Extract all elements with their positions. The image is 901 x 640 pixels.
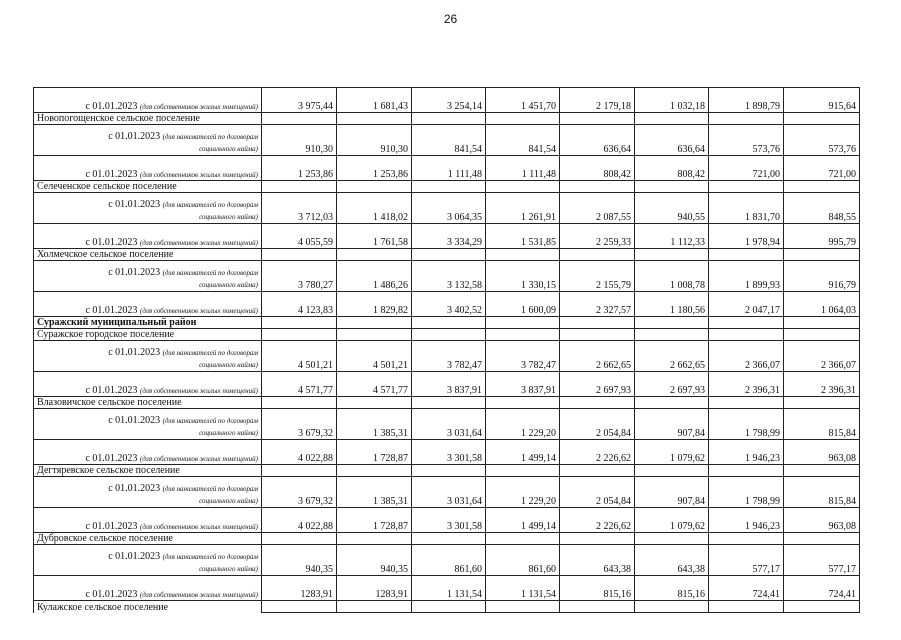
tariff-value: 1 253,86 xyxy=(337,156,412,181)
tariff-value: 1 180,56 xyxy=(635,292,709,317)
tariff-value: 2 366,07 xyxy=(784,341,860,372)
tariff-value: 3 132,58 xyxy=(412,261,486,292)
row-label xyxy=(34,261,262,292)
empty-cell xyxy=(784,181,860,193)
row-label xyxy=(34,156,262,181)
tariff-value: 940,55 xyxy=(635,193,709,224)
empty-cell xyxy=(262,533,337,545)
empty-cell xyxy=(635,533,709,545)
empty-cell xyxy=(262,249,337,261)
row-date: с 01.01.2023 xyxy=(108,415,161,426)
tariff-value: 4 022,88 xyxy=(262,440,337,465)
empty-cell xyxy=(560,397,635,409)
tariff-value: 4 501,21 xyxy=(337,341,412,372)
tariff-value: 1 486,26 xyxy=(337,261,412,292)
row-note: (для нанимателей по договорам xyxy=(162,553,258,561)
row-note: социального найма) xyxy=(199,361,258,369)
tariff-value: 3 837,91 xyxy=(412,372,486,397)
tariff-value: 907,84 xyxy=(635,477,709,508)
tariff-value: 3 031,64 xyxy=(412,409,486,440)
district-header-row xyxy=(34,317,860,329)
row-label-line xyxy=(37,495,258,507)
empty-cell xyxy=(709,533,784,545)
table-row xyxy=(34,156,860,181)
tariff-value: 2 054,84 xyxy=(560,409,635,440)
row-note: (для нанимателей по договорам xyxy=(162,349,258,357)
tariff-value: 1 261,91 xyxy=(486,193,560,224)
tariff-value: 1 418,02 xyxy=(337,193,412,224)
tariff-value: 1 831,70 xyxy=(709,193,784,224)
tariff-value: 2 179,18 xyxy=(560,88,635,113)
row-date: с 01.01.2023 xyxy=(108,131,161,142)
empty-cell xyxy=(784,601,860,613)
page-number: 26 xyxy=(443,12,458,26)
tariff-value: 808,42 xyxy=(635,156,709,181)
empty-cell xyxy=(337,465,412,477)
row-date: с 01.01.2023 xyxy=(108,199,161,210)
row-label xyxy=(34,409,262,440)
tariff-value: 643,38 xyxy=(560,545,635,576)
row-note: (для собственников жилых помещений) xyxy=(139,103,258,111)
tariff-value: 861,60 xyxy=(412,545,486,576)
row-label-line xyxy=(37,199,258,211)
empty-cell xyxy=(560,317,635,329)
row-label xyxy=(34,440,262,465)
row-date: с 01.01.2023 xyxy=(85,101,138,112)
table-row xyxy=(34,224,860,249)
row-label-line xyxy=(37,359,258,371)
empty-cell xyxy=(486,113,560,125)
empty-cell xyxy=(709,397,784,409)
district-name: Суражский муниципальный район xyxy=(34,317,262,329)
row-label-line xyxy=(37,131,258,143)
empty-cell xyxy=(262,317,337,329)
settlement-name: Новопогощенское сельское поселение xyxy=(34,113,262,125)
tariff-value: 2 226,62 xyxy=(560,440,635,465)
empty-cell xyxy=(412,533,486,545)
tariff-value: 1 385,31 xyxy=(337,409,412,440)
tariff-value: 1 385,31 xyxy=(337,477,412,508)
tariff-value: 3 782,47 xyxy=(486,341,560,372)
tariff-value: 3 301,58 xyxy=(412,440,486,465)
row-note: (для нанимателей по договорам xyxy=(162,485,258,493)
tariff-value: 1 899,93 xyxy=(709,261,784,292)
empty-cell xyxy=(784,249,860,261)
row-note: (для нанимателей по договорам xyxy=(162,417,258,425)
tariff-value: 3 975,44 xyxy=(262,88,337,113)
tariff-value: 724,41 xyxy=(784,576,860,601)
tariff-value: 2 047,17 xyxy=(709,292,784,317)
tariff-value: 907,84 xyxy=(635,409,709,440)
table-row xyxy=(34,125,860,156)
row-date: с 01.01.2023 xyxy=(108,267,161,278)
row-note: социального найма) xyxy=(199,565,258,573)
settlement-name: Селеченское сельское поселение xyxy=(34,181,262,193)
empty-cell xyxy=(412,465,486,477)
empty-cell xyxy=(486,465,560,477)
empty-cell xyxy=(412,317,486,329)
row-note: (для собственников жилых помещений) xyxy=(139,387,258,395)
settlement-name: Влазовичское сельское поселение xyxy=(34,397,262,409)
tariff-value: 2 054,84 xyxy=(560,477,635,508)
tariff-value: 636,64 xyxy=(560,125,635,156)
empty-cell xyxy=(337,601,412,613)
table-row xyxy=(34,372,860,397)
table-row xyxy=(34,545,860,576)
row-note: (для собственников жилых помещений) xyxy=(139,171,258,179)
tariff-value: 963,08 xyxy=(784,508,860,533)
table-row xyxy=(34,409,860,440)
tariff-value: 721,00 xyxy=(784,156,860,181)
empty-cell xyxy=(635,181,709,193)
row-label-line xyxy=(37,347,258,359)
tariff-value: 577,17 xyxy=(709,545,784,576)
empty-cell xyxy=(784,113,860,125)
tariff-value: 963,08 xyxy=(784,440,860,465)
row-label xyxy=(34,372,262,397)
table-row xyxy=(34,292,860,317)
row-note: (для собственников жилых помещений) xyxy=(139,591,258,599)
tariff-value: 1 032,18 xyxy=(635,88,709,113)
empty-cell xyxy=(560,465,635,477)
row-note: социального найма) xyxy=(199,497,258,505)
row-note: (для собственников жилых помещений) xyxy=(139,523,258,531)
tariff-value: 1 008,78 xyxy=(635,261,709,292)
row-label-line xyxy=(37,483,258,495)
tariff-value: 841,54 xyxy=(486,125,560,156)
empty-cell xyxy=(709,317,784,329)
tariff-value: 2 697,93 xyxy=(560,372,635,397)
tariff-value: 1 131,54 xyxy=(412,576,486,601)
tariff-value: 1 681,43 xyxy=(337,88,412,113)
row-date: с 01.01.2023 xyxy=(85,169,138,180)
tariff-value: 3 837,91 xyxy=(486,372,560,397)
row-label xyxy=(34,341,262,372)
empty-cell xyxy=(635,329,709,341)
table-row xyxy=(34,508,860,533)
settlement-name: Кулажское сельское поселение xyxy=(34,601,262,613)
tariff-value: 1 499,14 xyxy=(486,508,560,533)
row-label xyxy=(34,477,262,508)
row-label-line xyxy=(37,267,258,279)
tariff-value: 1 761,58 xyxy=(337,224,412,249)
tariff-value: 3 782,47 xyxy=(412,341,486,372)
tariff-value: 2 662,65 xyxy=(560,341,635,372)
empty-cell xyxy=(337,113,412,125)
empty-cell xyxy=(635,465,709,477)
settlement-header-row xyxy=(34,113,860,125)
settlement-header-row xyxy=(34,397,860,409)
empty-cell xyxy=(560,113,635,125)
tariff-value: 4 055,59 xyxy=(262,224,337,249)
row-date: с 01.01.2023 xyxy=(85,305,138,316)
tariff-value: 3 780,27 xyxy=(262,261,337,292)
row-note: (для нанимателей по договорам xyxy=(162,133,258,141)
tariff-value: 2 259,33 xyxy=(560,224,635,249)
empty-cell xyxy=(635,317,709,329)
tariff-value: 721,00 xyxy=(709,156,784,181)
tariff-value: 2 087,55 xyxy=(560,193,635,224)
empty-cell xyxy=(262,465,337,477)
tariff-value: 643,38 xyxy=(635,545,709,576)
row-date: с 01.01.2023 xyxy=(85,589,138,600)
tariff-value: 940,35 xyxy=(337,545,412,576)
tariff-value: 2 662,65 xyxy=(635,341,709,372)
empty-cell xyxy=(486,249,560,261)
tariff-value: 1 499,14 xyxy=(486,440,560,465)
empty-cell xyxy=(784,465,860,477)
tariff-value: 1 229,20 xyxy=(486,409,560,440)
empty-cell xyxy=(337,533,412,545)
empty-cell xyxy=(635,397,709,409)
row-label-line xyxy=(37,551,258,563)
empty-cell xyxy=(560,533,635,545)
tariff-value: 636,64 xyxy=(635,125,709,156)
tariff-value: 573,76 xyxy=(709,125,784,156)
tariff-value: 1 798,99 xyxy=(709,409,784,440)
tariff-value: 841,54 xyxy=(412,125,486,156)
tariff-value: 1 531,85 xyxy=(486,224,560,249)
row-date: с 01.01.2023 xyxy=(85,237,138,248)
tariff-value: 3 679,32 xyxy=(262,409,337,440)
row-label xyxy=(34,508,262,533)
empty-cell xyxy=(709,465,784,477)
settlement-header-row xyxy=(34,181,860,193)
tariff-value: 1 229,20 xyxy=(486,477,560,508)
row-note: (для нанимателей по договорам xyxy=(162,269,258,277)
table-row xyxy=(34,341,860,372)
row-date: с 01.01.2023 xyxy=(85,385,138,396)
table-row xyxy=(34,193,860,224)
tariff-value: 1 111,48 xyxy=(486,156,560,181)
tariff-value: 3 301,58 xyxy=(412,508,486,533)
row-note: (для собственников жилых помещений) xyxy=(139,307,258,315)
tariff-value: 1 728,87 xyxy=(337,508,412,533)
tariff-value: 2 327,57 xyxy=(560,292,635,317)
tariff-value: 1 978,94 xyxy=(709,224,784,249)
empty-cell xyxy=(709,113,784,125)
settlement-name: Дубровское сельское поселение xyxy=(34,533,262,545)
tariff-value: 2 697,93 xyxy=(635,372,709,397)
empty-cell xyxy=(412,397,486,409)
tariff-value: 2 226,62 xyxy=(560,508,635,533)
empty-cell xyxy=(337,317,412,329)
tariff-value: 1 064,03 xyxy=(784,292,860,317)
tariff-value: 940,35 xyxy=(262,545,337,576)
settlement-header-row xyxy=(34,249,860,261)
tariff-value: 3 679,32 xyxy=(262,477,337,508)
row-label-line xyxy=(37,415,258,427)
empty-cell xyxy=(486,329,560,341)
empty-cell xyxy=(262,601,337,613)
tariff-value: 1 111,48 xyxy=(412,156,486,181)
row-label xyxy=(34,545,262,576)
empty-cell xyxy=(412,181,486,193)
tariff-value: 2 155,79 xyxy=(560,261,635,292)
row-label-line xyxy=(37,279,258,291)
tariff-table xyxy=(33,87,860,613)
row-date: с 01.01.2023 xyxy=(108,551,161,562)
row-label xyxy=(34,224,262,249)
row-note: социального найма) xyxy=(199,145,258,153)
tariff-value: 724,41 xyxy=(709,576,784,601)
tariff-value: 995,79 xyxy=(784,224,860,249)
row-label-line xyxy=(37,427,258,439)
table-row xyxy=(34,88,860,113)
tariff-value: 3 402,52 xyxy=(412,292,486,317)
tariff-value: 1283,91 xyxy=(337,576,412,601)
empty-cell xyxy=(784,397,860,409)
empty-cell xyxy=(784,533,860,545)
empty-cell xyxy=(486,533,560,545)
row-note: социального найма) xyxy=(199,281,258,289)
empty-cell xyxy=(635,113,709,125)
tariff-value: 3 712,03 xyxy=(262,193,337,224)
empty-cell xyxy=(560,329,635,341)
empty-cell xyxy=(784,317,860,329)
table-row xyxy=(34,477,860,508)
tariff-value: 2 396,31 xyxy=(709,372,784,397)
empty-cell xyxy=(412,113,486,125)
tariff-value: 577,17 xyxy=(784,545,860,576)
settlement-name: Дегтяревское сельское поселение xyxy=(34,465,262,477)
tariff-value: 4 123,83 xyxy=(262,292,337,317)
tariff-value: 910,30 xyxy=(262,125,337,156)
row-note: (для собственников жилых помещений) xyxy=(139,455,258,463)
empty-cell xyxy=(560,249,635,261)
empty-cell xyxy=(635,601,709,613)
empty-cell xyxy=(486,397,560,409)
empty-cell xyxy=(486,601,560,613)
empty-cell xyxy=(262,397,337,409)
table-row xyxy=(34,261,860,292)
empty-cell xyxy=(412,249,486,261)
tariff-value: 915,64 xyxy=(784,88,860,113)
tariff-value: 3 254,14 xyxy=(412,88,486,113)
tariff-value: 1 728,87 xyxy=(337,440,412,465)
tariff-value: 1 829,82 xyxy=(337,292,412,317)
tariff-value: 815,84 xyxy=(784,477,860,508)
empty-cell xyxy=(337,329,412,341)
empty-cell xyxy=(486,317,560,329)
tariff-value: 1 079,62 xyxy=(635,508,709,533)
tariff-value: 1 898,79 xyxy=(709,88,784,113)
empty-cell xyxy=(560,181,635,193)
settlement-name: Холмечское сельское поселение xyxy=(34,249,262,261)
row-note: социального найма) xyxy=(199,213,258,221)
empty-cell xyxy=(262,329,337,341)
table-row xyxy=(34,576,860,601)
row-label-line xyxy=(37,563,258,575)
tariff-value: 1 798,99 xyxy=(709,477,784,508)
settlement-header-row xyxy=(34,601,860,613)
tariff-value: 1 131,54 xyxy=(486,576,560,601)
empty-cell xyxy=(337,181,412,193)
row-date: с 01.01.2023 xyxy=(108,483,161,494)
tariff-value: 1 451,70 xyxy=(486,88,560,113)
tariff-value: 4 571,77 xyxy=(262,372,337,397)
empty-cell xyxy=(709,249,784,261)
empty-cell xyxy=(412,601,486,613)
tariff-value: 910,30 xyxy=(337,125,412,156)
row-label xyxy=(34,576,262,601)
empty-cell xyxy=(635,249,709,261)
row-label xyxy=(34,88,262,113)
tariff-value: 1 600,09 xyxy=(486,292,560,317)
tariff-value: 4 022,88 xyxy=(262,508,337,533)
tariff-value: 861,60 xyxy=(486,545,560,576)
tariff-value: 573,76 xyxy=(784,125,860,156)
tariff-value: 2 366,07 xyxy=(709,341,784,372)
row-label xyxy=(34,193,262,224)
tariff-value: 815,16 xyxy=(560,576,635,601)
tariff-value: 1 330,15 xyxy=(486,261,560,292)
tariff-value: 3 031,64 xyxy=(412,477,486,508)
row-label-line xyxy=(37,143,258,155)
settlement-header-row xyxy=(34,465,860,477)
tariff-value: 4 571,77 xyxy=(337,372,412,397)
tariff-value: 815,84 xyxy=(784,409,860,440)
tariff-value: 916,79 xyxy=(784,261,860,292)
tariff-value: 1 946,23 xyxy=(709,440,784,465)
tariff-value: 808,42 xyxy=(560,156,635,181)
empty-cell xyxy=(784,329,860,341)
empty-cell xyxy=(486,181,560,193)
tariff-value: 4 501,21 xyxy=(262,341,337,372)
tariff-value: 2 396,31 xyxy=(784,372,860,397)
table-row xyxy=(34,440,860,465)
empty-cell xyxy=(337,397,412,409)
settlement-header-row xyxy=(34,533,860,545)
row-label-line xyxy=(37,211,258,223)
empty-cell xyxy=(709,329,784,341)
empty-cell xyxy=(262,181,337,193)
row-note: социального найма) xyxy=(199,429,258,437)
row-date: с 01.01.2023 xyxy=(85,453,138,464)
tariff-value: 1 112,33 xyxy=(635,224,709,249)
row-label xyxy=(34,125,262,156)
empty-cell xyxy=(337,249,412,261)
row-note: (для собственников жилых помещений) xyxy=(139,239,258,247)
tariff-value: 848,55 xyxy=(784,193,860,224)
settlement-header-row xyxy=(34,329,860,341)
empty-cell xyxy=(262,113,337,125)
empty-cell xyxy=(709,181,784,193)
empty-cell xyxy=(412,329,486,341)
tariff-value: 3 334,29 xyxy=(412,224,486,249)
tariff-value: 3 064,35 xyxy=(412,193,486,224)
tariff-value: 1 079,62 xyxy=(635,440,709,465)
tariff-value: 815,16 xyxy=(635,576,709,601)
tariff-value: 1283,91 xyxy=(262,576,337,601)
row-date: с 01.01.2023 xyxy=(85,521,138,532)
row-label xyxy=(34,292,262,317)
row-note: (для нанимателей по договорам xyxy=(162,201,258,209)
row-date: с 01.01.2023 xyxy=(108,347,161,358)
empty-cell xyxy=(560,601,635,613)
settlement-name: Суражское городское поселение xyxy=(34,329,262,341)
tariff-value: 1 946,23 xyxy=(709,508,784,533)
tariff-value: 1 253,86 xyxy=(262,156,337,181)
empty-cell xyxy=(709,601,784,613)
